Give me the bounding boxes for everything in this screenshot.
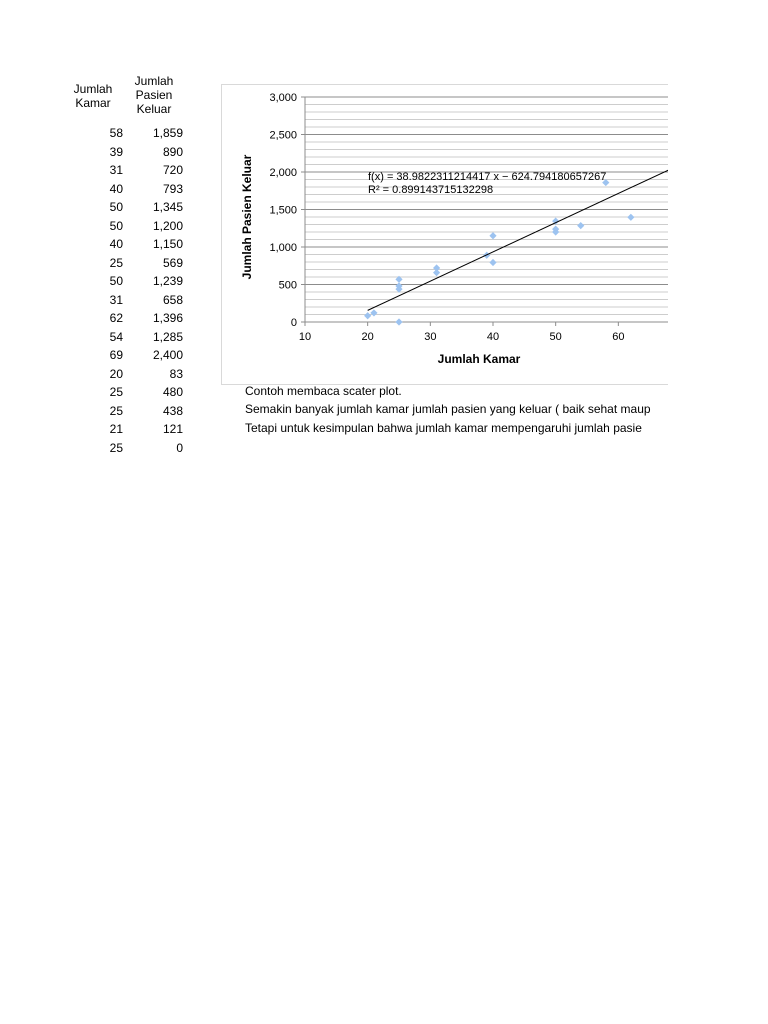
chart-canvas (221, 84, 688, 385)
header-kamar-line-2: Kamar (75, 96, 111, 110)
scatter-point[interactable] (395, 318, 402, 325)
cell-jumlah-kamar[interactable]: 25 (109, 403, 123, 418)
note-line-1: Contoh membaca scater plot. (245, 384, 402, 398)
cell-jumlah-kamar[interactable]: 40 (109, 181, 123, 196)
cell-jumlah-kamar[interactable]: 31 (109, 292, 123, 307)
cell-jumlah-pasien-keluar[interactable]: 1,396 (152, 311, 183, 325)
cell-jumlah-pasien-keluar[interactable]: 83 (169, 366, 183, 381)
cell-jumlah-kamar[interactable]: 25 (109, 255, 123, 270)
scatter-point[interactable] (364, 312, 371, 319)
header-pasien-line-1: Jumlah (134, 74, 174, 88)
y-tick-label: 0 (290, 317, 297, 329)
cell-jumlah-pasien-keluar[interactable]: 569 (162, 255, 183, 270)
cell-jumlah-pasien-keluar[interactable]: 1,239 (152, 274, 183, 288)
x-tick-label: 50 (549, 331, 562, 343)
x-axis-title: Jumlah Kamar (437, 352, 521, 366)
cell-jumlah-pasien-keluar[interactable]: 1,200 (152, 218, 183, 233)
scatter-point[interactable] (433, 269, 440, 276)
chart-tick-labels: 05001,0001,5002,0002,5003,00010 20 30 40 50 60 70 (269, 92, 688, 343)
y-tick-label: 1,500 (269, 204, 297, 217)
cell-jumlah-kamar[interactable]: 39 (109, 144, 123, 159)
cell-jumlah-kamar[interactable]: 50 (109, 200, 123, 214)
header-pasien-line-2: Pasien (135, 88, 173, 102)
cell-jumlah-kamar[interactable]: 62 (109, 311, 123, 325)
cell-jumlah-pasien-keluar[interactable]: 1,859 (152, 126, 183, 140)
cell-jumlah-kamar[interactable]: 40 (109, 237, 123, 251)
cell-jumlah-pasien-keluar[interactable]: 438 (162, 403, 183, 418)
header-jumlah-pasien-keluar (124, 74, 184, 116)
y-tick-label: 500 (278, 279, 297, 292)
x-tick-label: 20 (361, 331, 374, 343)
cell-jumlah-kamar[interactable]: 50 (109, 274, 123, 288)
cell-jumlah-pasien-keluar[interactable]: 1,285 (152, 329, 183, 344)
cell-jumlah-pasien-keluar[interactable]: 2,400 (152, 348, 183, 362)
cell-jumlah-kamar[interactable]: 58 (109, 126, 123, 140)
cell-jumlah-kamar[interactable]: 69 (109, 348, 123, 362)
scatter-point[interactable] (370, 309, 377, 316)
cell-jumlah-pasien-keluar[interactable]: 890 (162, 144, 183, 159)
y-tick-label: 2,000 (269, 167, 297, 179)
cell-jumlah-kamar[interactable]: 50 (109, 218, 123, 233)
cell-jumlah-pasien-keluar[interactable]: 480 (162, 385, 183, 399)
scatter-chart[interactable] (221, 84, 688, 385)
chart-gridlines (305, 97, 668, 315)
cell-jumlah-kamar[interactable]: 25 (109, 385, 123, 399)
y-tick-label: 2,500 (269, 129, 297, 142)
header-kamar-line-1: Jumlah (73, 82, 113, 96)
scatter-point[interactable] (489, 232, 496, 239)
y-tick-label: 1,000 (269, 242, 297, 254)
header-pasien-line-3: Keluar (136, 102, 172, 116)
cell-jumlah-kamar[interactable]: 21 (109, 422, 123, 436)
x-tick-label: 10 (298, 331, 312, 343)
cell-jumlah-kamar[interactable]: 25 (109, 440, 123, 455)
cell-jumlah-kamar[interactable]: 20 (109, 366, 123, 381)
cell-jumlah-pasien-keluar[interactable]: 658 (162, 292, 183, 307)
trendline-r-squared: R² = 0.899143715132298 (368, 184, 494, 196)
x-tick-label: 40 (486, 331, 500, 343)
scatter-point[interactable] (489, 259, 496, 266)
y-tick-label: 3,000 (269, 92, 297, 104)
trendline-equation: f(x) = 38.9822311214417 x − 624.794180657267 (368, 171, 607, 183)
cell-jumlah-kamar[interactable]: 54 (109, 329, 123, 344)
cell-jumlah-kamar[interactable]: 31 (109, 163, 123, 177)
note-line-3: Tetapi untuk kesimpulan bahwa jumlah kamar mempengaruhi jumlah pasie (245, 421, 642, 435)
scatter-point[interactable] (577, 222, 584, 229)
y-axis-title: Jumlah Pasien Keluar (240, 154, 254, 280)
cell-jumlah-pasien-keluar[interactable]: 1,150 (152, 237, 183, 251)
scatter-point[interactable] (627, 214, 634, 221)
cell-jumlah-pasien-keluar[interactable]: 720 (162, 163, 183, 177)
cell-jumlah-pasien-keluar[interactable]: 793 (162, 181, 183, 196)
cell-jumlah-pasien-keluar[interactable]: 0 (176, 440, 183, 455)
cell-jumlah-pasien-keluar[interactable]: 121 (162, 422, 183, 436)
header-jumlah-kamar (66, 82, 120, 110)
note-line-2: Semakin banyak jumlah kamar jumlah pasien yang keluar ( baik sehat maup (245, 402, 651, 416)
cell-jumlah-pasien-keluar[interactable]: 1,345 (152, 200, 183, 214)
x-tick-label: 60 (612, 331, 625, 343)
x-tick-label: 30 (424, 331, 437, 343)
